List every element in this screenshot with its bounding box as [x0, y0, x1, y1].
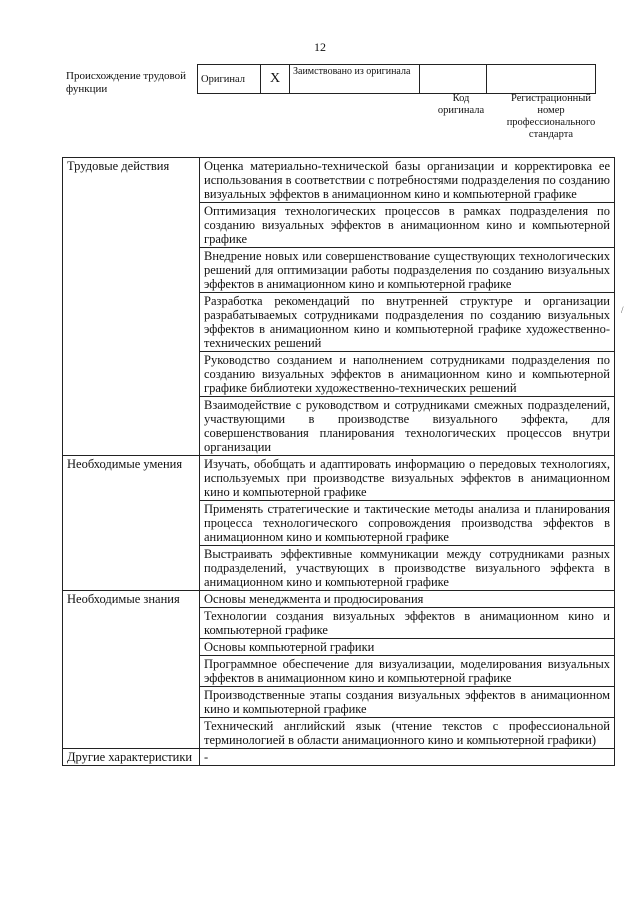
section-label: Необходимые умения [63, 456, 200, 591]
section-item: Производственные этапы создания визуальных эффектов в анимационном кино и компьютерной графике [200, 687, 615, 718]
section-item: - [200, 749, 615, 766]
code-caption: Код оригинала [437, 93, 485, 116]
section-item: Основы менеджмента и продюсирования [200, 591, 615, 608]
section-label: Необходимые знания [63, 591, 200, 749]
section-item: Руководство созданием и наполнением сотрудниками подразделения по созданию визуальных эффектов в анимационном кино и компьютерной графике библиотеки художественно-технических решений [200, 352, 615, 397]
section-item: Программное обеспечение для визуализации, моделирования визуальных эффектов в анимационном кино и компьютерной графике [200, 656, 615, 687]
borrowed-cell: Заимствовано из оригинала [290, 65, 420, 94]
section-item: Оптимизация технологических процессов в рамках подразделения по созданию визуальных эффектов в анимационном кино и компьютерной графике [200, 203, 615, 248]
section-item: Внедрение новых или совершенствование существующих технологических решений для оптимизации работы подразделения по созданию визуальных эффектов в анимационном кино и компьютерной графике [200, 248, 615, 293]
section-label: Другие характеристики [63, 749, 200, 766]
section-item: Технический английский язык (чтение текстов с профессиональной терминологией в области анимационного кино и компьютерной графики) [200, 718, 615, 749]
section-item: Разработка рекомендаций по внутренней структуре и организации разрабатываемых сотрудниками подразделения по созданию визуальных эффектов в анимационном кино и компьютерной графике художественно-технических решений [200, 293, 615, 352]
section-item: Технологии создания визуальных эффектов в анимационном кино и компьютерной графике [200, 608, 615, 639]
original-mark: X [261, 65, 290, 94]
section-item: Оценка материально-технической базы организации и корректировка ее использования в соответствии с потребностями подразделения по созданию визуальных эффектов в анимационном кино и компьютерной графике [200, 158, 615, 203]
function-table [62, 157, 615, 766]
code-cell [420, 65, 487, 94]
page-number: 12 [314, 40, 326, 54]
origin-table [197, 64, 596, 94]
section-item: Применять стратегические и тактические методы анализа и планирования процесса технологического сопровождения производства эффектов в анимационном кино и компьютерной графике [200, 501, 615, 546]
original-cell: Оригинал [198, 65, 261, 94]
section-item: Выстраивать эффективные коммуникации между сотрудниками разных подразделений, участвующих в производстве визуального эффекта в анимационном кино и компьютерной графике [200, 546, 615, 591]
section-item: Основы компьютерной графики [200, 639, 615, 656]
margin-mark: / [621, 305, 624, 315]
table-row [63, 591, 615, 608]
reg-number-caption: Регистрационный номер профессионального стандарта [506, 93, 596, 140]
table-row [63, 456, 615, 501]
table-row [63, 749, 615, 766]
section-label: Трудовые действия [63, 158, 200, 456]
origin-label: Происхождение трудовой функции [66, 70, 187, 95]
section-item: Изучать, обобщать и адаптировать информацию о передовых технологиях, используемых при производстве визуальных эффектов в анимационном кино и компьютерной графике [200, 456, 615, 501]
section-item: Взаимодействие с руководством и сотрудниками смежных подразделений, участвующими в производстве визуального эффекта, для совершенствования планирования технологических процессов внутри организации [200, 397, 615, 456]
reg-number-cell [487, 65, 596, 94]
table-row [63, 158, 615, 203]
